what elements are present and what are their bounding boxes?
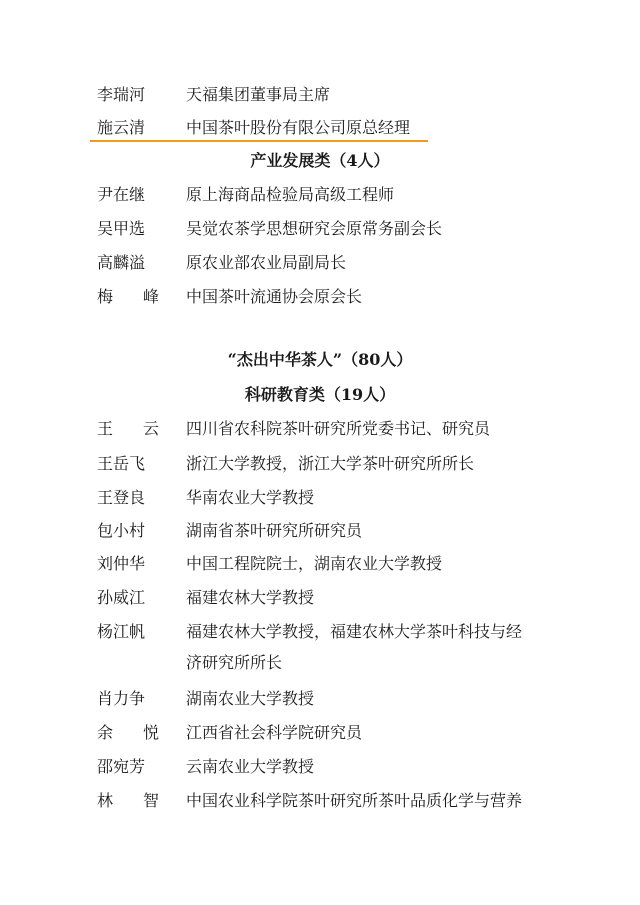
person-title: 福建农林大学教授 [186, 588, 315, 607]
list-item [0, 483, 640, 513]
person-name: 林智 [97, 791, 159, 810]
person-name: 包小村 [97, 521, 146, 540]
person-name: 王登良 [97, 488, 146, 507]
list-item [0, 549, 640, 579]
person-title: 浙江大学教授，浙江大学茶叶研究所所长 [186, 454, 475, 473]
person-title: 吴觉农茶学思想研究会原常务副会长 [186, 219, 443, 238]
list-item [0, 516, 640, 546]
list-item [0, 684, 640, 714]
list-item [0, 583, 640, 613]
person-title: 湖南省茶叶研究所研究员 [186, 521, 363, 540]
person-title: 原农业部农业局副局长 [186, 253, 347, 272]
person-name: 高麟溢 [97, 253, 146, 272]
list-item [0, 617, 640, 647]
person-name: 吴甲选 [97, 219, 146, 238]
person-name: 余悦 [97, 723, 159, 742]
person-title: 华南农业大学教授 [186, 488, 315, 507]
list-item [0, 248, 640, 278]
list-item [0, 449, 640, 479]
person-name: 邵宛芳 [97, 757, 146, 776]
person-name: 刘仲华 [97, 554, 146, 573]
list-item [0, 80, 640, 110]
list-item [0, 113, 640, 143]
person-name: 施云清 [97, 118, 146, 137]
person-title-continued: 济研究所所长 [186, 653, 283, 672]
person-title: 中国工程院院士，湖南农业大学教授 [186, 554, 443, 573]
list-item [0, 282, 640, 312]
list-item [0, 214, 640, 244]
highlight-underline [90, 140, 428, 142]
person-title: 四川省农科院茶叶研究所党委书记、研究员 [186, 419, 491, 438]
list-item [0, 180, 640, 210]
section-title: “杰出中华茶人”（80人） [227, 350, 413, 369]
person-name: 肖力争 [97, 689, 146, 708]
section-heading-research: 科研教育类（19人） [244, 385, 396, 404]
person-title: 原上海商品检验局高级工程师 [186, 185, 395, 204]
person-title: 天福集团董事局主席 [186, 85, 331, 104]
person-title: 湖南农业大学教授 [186, 689, 315, 708]
person-name: 梅峰 [97, 287, 159, 306]
person-title: 福建农林大学教授，福建农林大学茶叶科技与经 [186, 622, 523, 641]
list-item [0, 752, 640, 782]
person-name: 孙威江 [97, 588, 146, 607]
person-name: 杨江帆 [97, 622, 146, 641]
person-title: 中国茶叶流通协会原会长 [186, 287, 363, 306]
person-name: 王云 [97, 419, 159, 438]
person-title: 江西省社会科学院研究员 [186, 723, 363, 742]
person-title: 云南农业大学教授 [186, 757, 315, 776]
list-item [0, 786, 640, 816]
person-title: 中国农业科学院茶叶研究所茶叶品质化学与营养 [186, 791, 523, 810]
list-item [0, 414, 640, 444]
list-item [0, 718, 640, 748]
section-heading-industry: 产业发展类（4人） [250, 151, 390, 170]
person-name: 尹在继 [97, 185, 146, 204]
person-name: 李瑞河 [97, 85, 146, 104]
person-name: 王岳飞 [97, 454, 146, 473]
person-title: 中国茶叶股份有限公司原总经理 [186, 118, 411, 137]
list-item-continuation [0, 648, 640, 678]
